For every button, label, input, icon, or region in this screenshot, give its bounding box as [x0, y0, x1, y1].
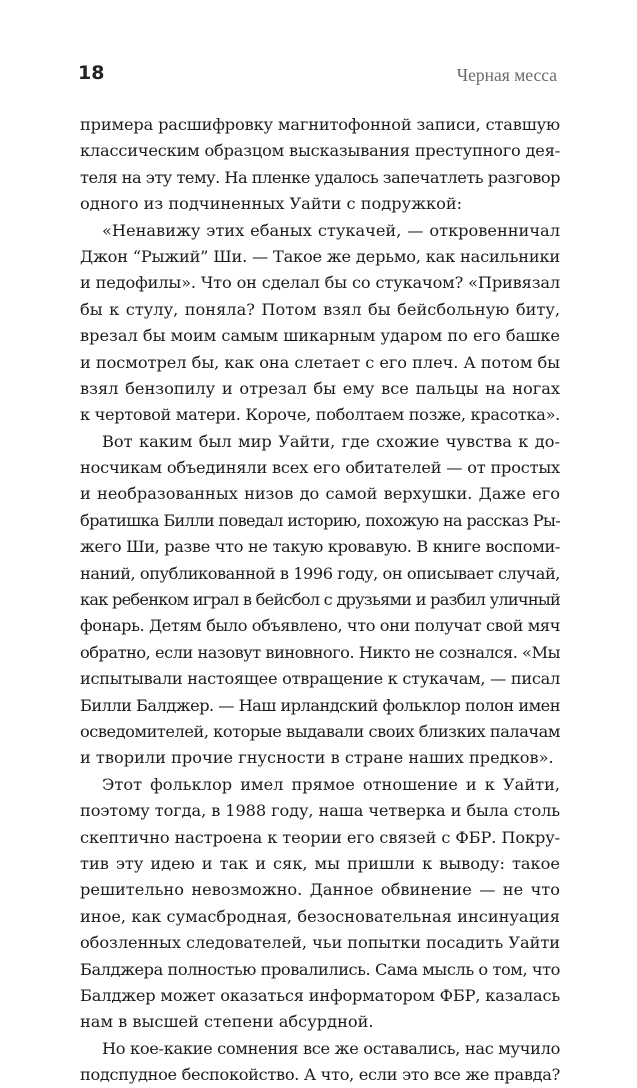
text-line: одного из подчиненных Уайти с подружкой: [80, 194, 463, 214]
text-line: как ребенком играл в бейсбол с друзьями и разбил уличный [80, 590, 561, 610]
text-line: Вот каким был мир Уайти, где схожие чувства к до- [102, 431, 560, 451]
text-line: и творили прочие гнусности в стране наших предков». [80, 748, 554, 768]
text-line: тив эту идею и так и сяк, мы пришли к выводу: такое [80, 853, 560, 873]
page-number: 18 [78, 62, 105, 84]
text-line: носчикам объединяли всех его обитателей — от простых [80, 458, 560, 478]
running-title: Черная месса [456, 65, 557, 85]
text-line: и посмотрел бы, как она слетает с его плеч. А потом бы [80, 352, 560, 372]
text-line: осведомителей, которые выдавали своих близких палачам [80, 721, 560, 741]
text-line: Этот фольклор имел прямое отношение и к Уайти, [102, 774, 560, 794]
text-line: бы к стулу, поняла? Потом взял бы бейсбольную биту, [80, 299, 560, 319]
text-line: фонарь. Детям было объявлено, что они получат свой мяч [80, 616, 560, 636]
page-header [78, 58, 557, 88]
text-line: скептично настроена к теории его связей с ФБР. Покру- [80, 827, 560, 847]
text-line: Джон “Рыжий” Ши. — Такое же дерьмо, как насильники [80, 246, 560, 266]
text-line: обратно, если назовут виновного. Никто не сознался. «Мы [80, 642, 560, 662]
text-line: братишка Билли поведал историю, похожую на рассказ Ры- [80, 510, 560, 530]
text-line: и педофилы». Что он сделал бы со стукачом? «Привязал [80, 273, 560, 293]
text-line: иное, как сумасбродная, безосновательная инсинуация [80, 906, 560, 926]
text-line: «Ненавижу этих ебаных стукачей, — откровенничал [102, 220, 560, 240]
text-line: классическим образцом высказывания преступного дея- [80, 141, 560, 161]
text-line: и необразованных низов до самой верхушки. Даже его [80, 484, 560, 504]
text-line: взял бензопилу и отрезал бы ему все пальцы на ногах [80, 378, 560, 398]
text-line: наний, опубликованной в 1996 году, он описывает случай, [80, 563, 560, 583]
text-line: жего Ши, разве что не такую кровавую. В книге воспоми- [80, 537, 560, 557]
text-line: Балджер может оказаться информатором ФБР, казалась [80, 985, 560, 1005]
text-line: решительно невозможно. Данное обвинение — не что [80, 880, 560, 900]
body-text [80, 112, 560, 1088]
text-line: подспудное беспокойство. А что, если это все же правда? [80, 1065, 560, 1085]
text-line: примера расшифровку магнитофонной записи, ставшую [80, 115, 560, 134]
text-line: поэтому тогда, в 1988 году, наша четверка и была столь [80, 801, 560, 821]
text-line: нам в высшей степени абсурдной. [80, 1012, 374, 1032]
text-line: обозленных следователей, чьи попытки посадить Уайти [80, 933, 560, 953]
text-line: Билли Балджер. — Наш ирландский фольклор полон имен [80, 695, 560, 715]
text-line: теля на эту тему. На пленке удалось запечатлеть разговор [80, 167, 560, 187]
text-line: Балджера полностью провалились. Сама мысль о том, что [80, 959, 560, 979]
text-line: врезал бы моим самым шикарным ударом по его башке [80, 326, 560, 346]
text-line: к чертовой матери. Короче, поболтаем позже, красотка». [80, 405, 560, 425]
text-line: Но кое-какие сомнения все же оставались, нас мучило [102, 1038, 560, 1058]
text-line: испытывали настоящее отвращение к стукачам, — писал [80, 669, 560, 689]
